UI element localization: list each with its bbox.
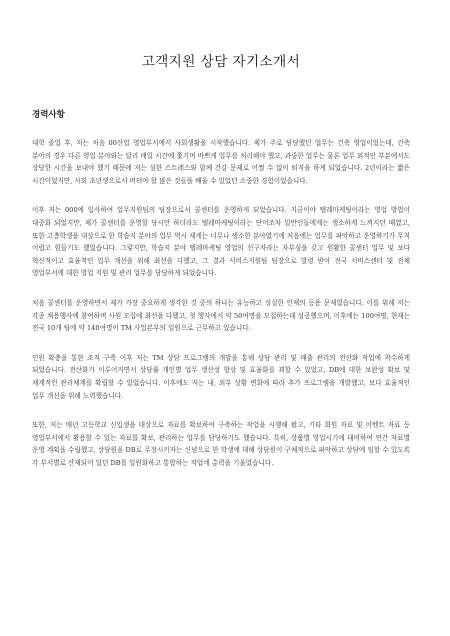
paragraph-4: 인원 확충을 통한 조직 구축 이후 저는 TM 상담 프로그램의 개발을 통해 상담 관리 및 매출 관리의 전산화 작업에 착수하게 되었습니다. 전산화가 이루어지면서 상담률 개인별 업무 생산성 향상 및 효율화를 꾀할 수 있었고, DB에 대한 보완성 확보 및 체계적인 관리체계를 확립할 수 있었습니다. 이후에도 저는 내, 외부 상황 변화에 따라 추가 프로그램을 개발했고, 보다 효율적인 업무 개선을 위해 노력했습니다. [32,353,410,400]
paragraph-2: 이후 저는 000에 입사하여 업무지원팀의 팀장으로서 콜센터를 운영하게 되었습니다. 지금이야 텔레마케팅이라는 영업 방법이 대중화 되었지만, 제가 콜센터를 운영할 당시만 하더라도 텔레마케팅이라는 단어조차 일반인들에게는 생소하게 느껴지던 때였고, 또한 고층학생을 대상으로 한 학습지 분야의 업무 역시 제게는 너무나 생소한 분야였기에 처음에는 업무를 파악하고 운영하기가 무척 어렵고 힘들기도 했었습니다. 그렇지만, 학습지 분야 텔레마케팅 영업의 선구자라는 자부심을 갖고 원활한 콜센터 업무 및 보다 혁신적이고 효율적인 업무 개선을 위해 최선을 다했고, 그 결과 서비스지원팀 팀장으로 발령 받아 전국 서비스센터 및 전체 영업부서에 대한 영업 지원 및 관리 업무를 담당하게 되었습니다. [32,206,410,278]
document-title: 고객지원 상담 자기소개서 [141,54,301,70]
paragraph-5: 또한, 저는 매년 고등학교 신입생을 대상으로 자료를 확보하여 구축하는 작업을 시행해 왔고, 기타 회원 자료 및 이벤트 자료 등 영업부서에서 활용할 수 있는 자료를 확보, 관리하는 업무를 담당하기도 했습니다. 특히, 상품별 영업시기에 대비하여 연간 자료별 운영 계획을 수립했고, 상담원을 DB로 무장시키자는 신념으로 한 학생에 대해 상담원이 구체적으로 파악하고 상담에 임할 수 있도록 각 부서별로 산재되어 있던 DB를 일원화하고 통합하는 작업에 총력을 기울였습니다. [32,421,410,467]
paragraph-3: 처음 콜센터를 운영하면서 제가 가장 중요하게 생각한 것 중의 하나는 유능하고 성실한 인재의 등용 문제였습니다. 이를 위해 저는 각종 채용행사에 참여하며 사원 모집에 최선을 다했고, 첫 행사에서 약 50여명을 모집하는데 성공했으며, 이후에는 100여명, 현재는 전국 10개 팀에 약 140여명이 TM 사업본부의 일원으로 근무하고 있습니다. [32,298,410,333]
paragraph-1: 대학 졸업 후, 저는 처음 00산업 영업부서에서 사회생활을 시작했습니다. 제가 주로 담당했던 업무는 건축 영업이었는데, 건축 분야의 경우 다른 영업 분야와는 달리 매일 시간에 쫓기며 바쁘게 업무를 처리해야 했고, 과중한 업무는 물론 업무 외적인 부분에서도 상당한 시간을 보내야 했기 때문에 저는 심한 스트레스와 함께 건강 문제로 어쩔 수 없이 퇴직을 하게 되었습니다. 2년이라는 짧은 시간이었지만, 사회 초년생으로서 버텨야 할 많은 것들을 배울 수 있었던 소중한 경험이었습니다. [32,139,410,185]
section-heading-career: 경력사항 [32,110,65,120]
